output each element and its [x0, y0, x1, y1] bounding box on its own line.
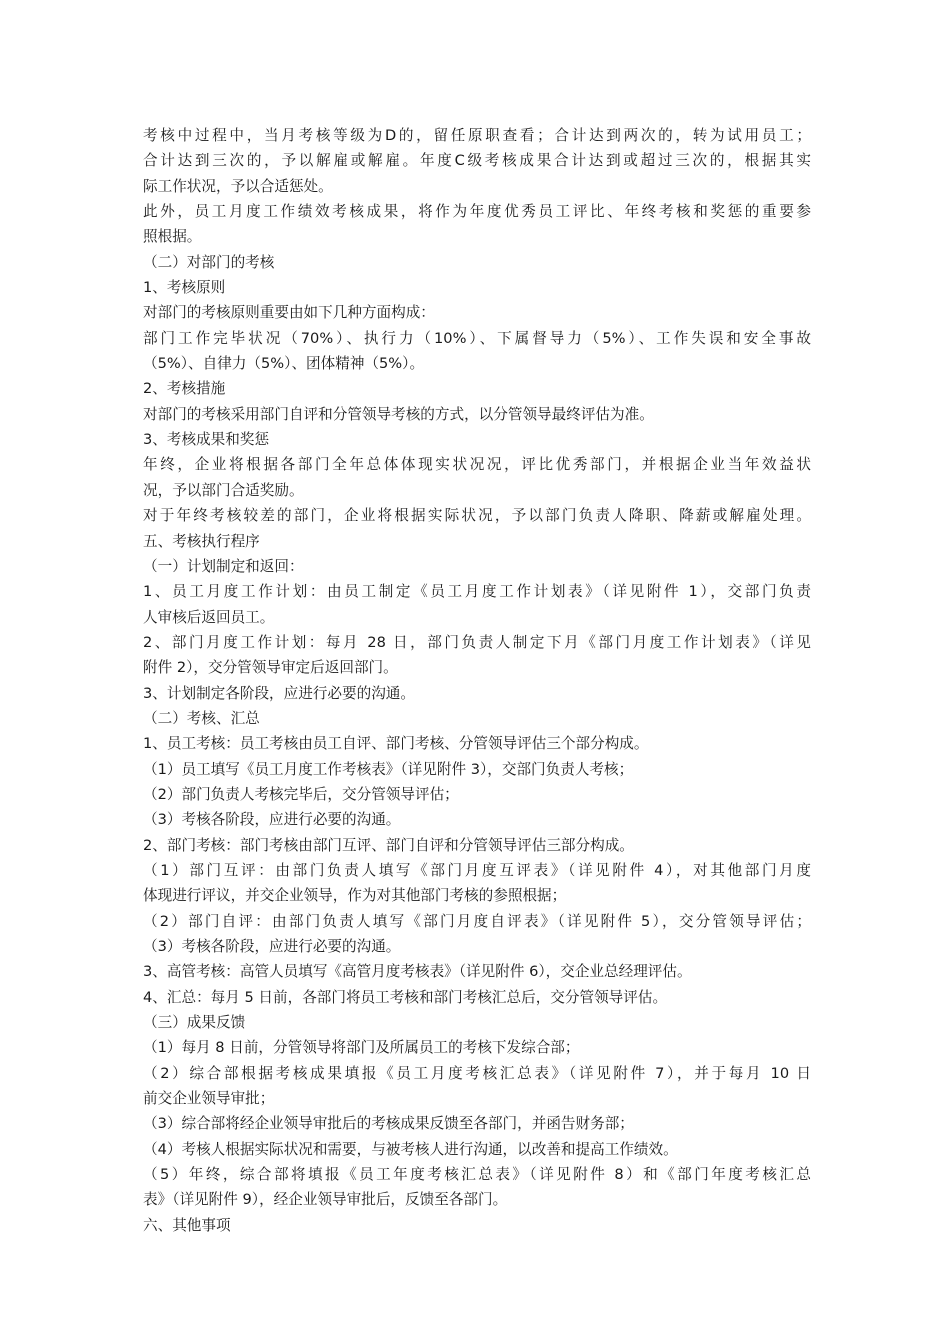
text-line: （3）考核各阶段，应进行必要的沟通。 [143, 938, 401, 955]
text-line: （2）综合部根据考核成果填报《员工月度考核汇总表》（详见附件 7），并于每月 10 日 [143, 1064, 811, 1082]
text-line: 部门工作完毕状况（70%）、执行力（10%）、下属督导力（5%）、工作失误和安全事故 [143, 329, 811, 347]
text-line: （1）部门互评：由部门负责人填写《部门月度互评表》（详见附件 4），对其他部门月度 [143, 861, 811, 879]
text-line: 2、部门考核：部门考核由部门互评、部门自评和分管领导评估三部分构成。 [143, 836, 634, 854]
text-line: 表》（详见附件 9），经企业领导审批后，反馈至各部门。 [143, 1191, 508, 1209]
text-line: 附件 2），交分管领导审定后返回部门。 [143, 659, 398, 677]
text-line: （三）成果反馈 [143, 1014, 246, 1032]
document-body [143, 123, 811, 1238]
text-line: 体现进行评议，并交企业领导，作为对其他部门考核的参照根据； [143, 887, 567, 905]
text-line: 对于年终考核较差的部门，企业将根据实际状况，予以部门负责人降职、降薪或解雇处理。 [143, 507, 811, 525]
text-line: 考核中过程中，当月考核等级为D的，留任原职查看；合计达到两次的，转为试用员工； [143, 127, 811, 144]
text-line: 年终，企业将根据各部门全年总体体现实状况况，评比优秀部门，并根据企业当年效益状 [143, 456, 811, 474]
text-line: （二）对部门的考核 [143, 253, 275, 271]
text-line: （3）考核各阶段，应进行必要的沟通。 [143, 811, 401, 829]
text-line: 3、高管考核：高管人员填写《高管月度考核表》（详见附件 6），交企业总经理评估。 [143, 963, 692, 981]
text-line: 4、汇总：每月 5 日前，各部门将员工考核和部门考核汇总后，交分管领导评估。 [143, 988, 668, 1006]
text-line: 五、考核执行程序 [143, 532, 260, 550]
text-line: 1、员工月度工作计划：由员工制定《员工月度工作计划表》（详见附件 1），交部门负责 [143, 583, 811, 601]
text-line: 际工作状况，予以合适惩处。 [143, 177, 333, 195]
text-line: 况，予以部门合适奖励。 [143, 481, 304, 499]
text-line: 1、考核原则 [143, 279, 226, 297]
text-line: （5%）、自律力（5%）、团体精神（5%）。 [143, 355, 425, 373]
text-line: 照根据。 [143, 228, 202, 246]
text-line: （2）部门负责人考核完毕后，交分管领导评估； [143, 785, 459, 803]
text-line: 2、部门月度工作计划：每月 28 日，部门负责人制定下月《部门月度工作计划表》（详见 [143, 633, 811, 651]
text-line: 前交企业领导审批； [143, 1090, 275, 1108]
text-line: （3）综合部将经企业领导审批后的考核成果反馈至各部门，并函告财务部； [143, 1115, 634, 1133]
text-line: （2）部门自评：由部门负责人填写《部门月度自评表》（详见附件 5），交分管领导评估； [143, 912, 811, 930]
text-line: 人审核后返回员工。 [143, 608, 275, 626]
text-line: （5）年终，综合部将填报《员工年度考核汇总表》（详见附件 8）和《部门年度考核汇总 [143, 1166, 811, 1184]
text-line: 1、员工考核：员工考核由员工自评、部门考核、分管领导评估三个部分构成。 [143, 735, 649, 753]
text-line: 对部门的考核原则重要由如下几种方面构成： [143, 304, 435, 322]
text-line: 合计达到三次的，予以解雇或解雇。年度C级考核成果合计达到或超过三次的，根据其实 [143, 152, 811, 170]
text-line: （4）考核人根据实际状况和需要，与被考核人进行沟通，以改善和提高工作绩效。 [143, 1140, 678, 1158]
text-line: 对部门的考核采用部门自评和分管领导考核的方式，以分管领导最终评估为准。 [143, 405, 654, 423]
text-line: （一）计划制定和返回： [143, 557, 304, 575]
text-line: （1）员工填写《员工月度工作考核表》（详见附件 3），交部门负责人考核； [143, 760, 634, 778]
text-line: （二）考核、汇总 [143, 709, 260, 727]
text-line: 3、计划制定各阶段，应进行必要的沟通。 [143, 684, 415, 702]
text-line: 此外，员工月度工作绩效考核成果，将作为年度优秀员工评比、年终考核和奖惩的重要参 [143, 203, 811, 221]
text-line: 2、考核措施 [143, 380, 226, 398]
text-line: 3、考核成果和奖惩 [143, 431, 270, 449]
text-line: 六、其他事项 [143, 1216, 231, 1234]
text-line: （1）每月 8 日前，分管领导将部门及所属员工的考核下发综合部； [143, 1039, 580, 1057]
